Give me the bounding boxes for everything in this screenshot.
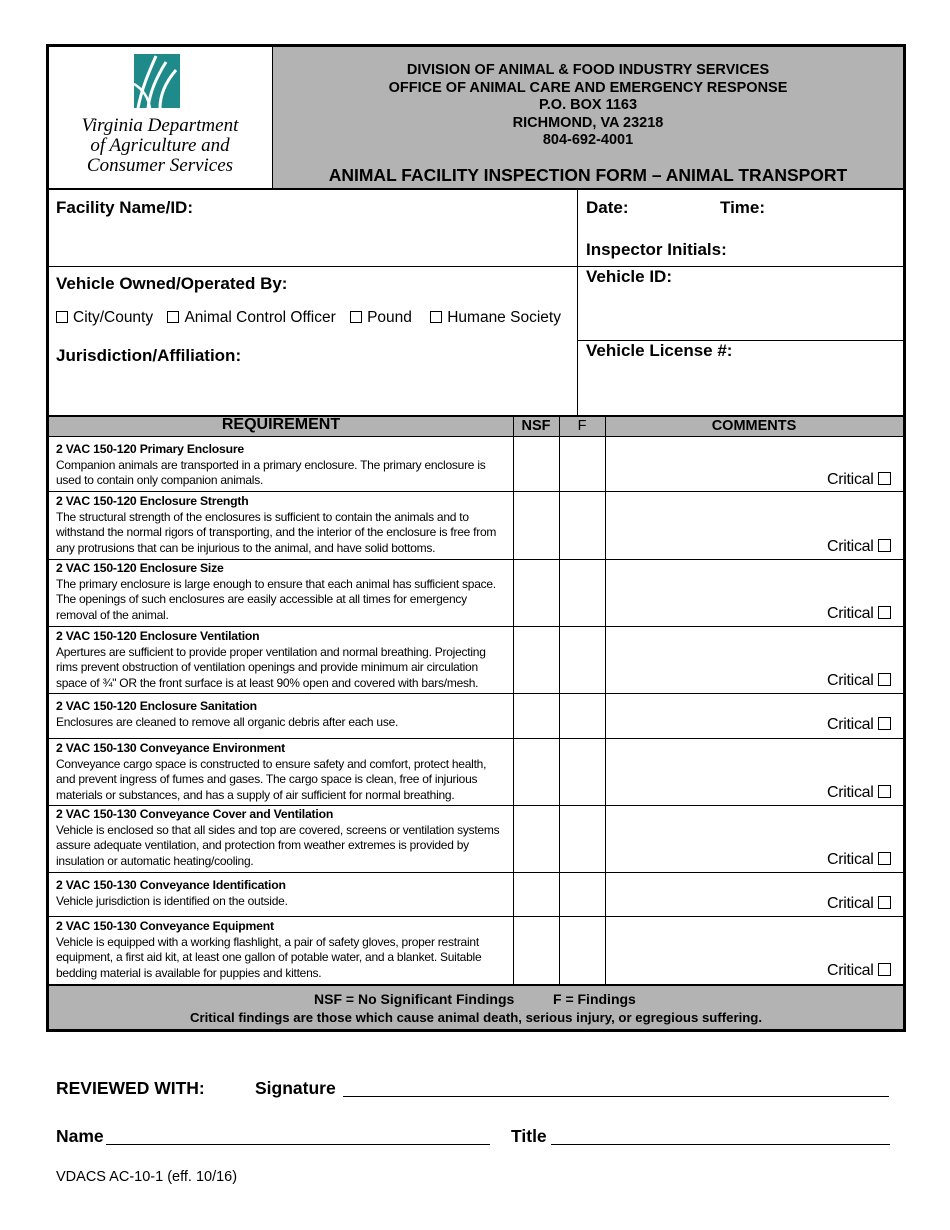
row-text: Enclosures are cleaned to remove all organic debris after each use. [56,714,399,729]
critical-checkbox[interactable] [827,538,891,556]
critical-checkbox[interactable] [827,672,891,690]
logo-line: of Agriculture and [90,135,230,156]
agency-line: OFFICE OF ANIMAL CARE AND EMERGENCY RESPONSE [388,79,788,96]
logo-line: Virginia Department [81,115,239,136]
row-text: assure adequate ventilation, and protection from weather extremes is provided by [56,838,469,853]
col-nsf: NSF [521,418,551,434]
row-text: materials or substances, and has a supply of air sufficient for normal breathing. [56,788,455,803]
critical-label: Critical [827,962,874,979]
form-title: ANIMAL FACILITY INSPECTION FORM – ANIMAL TRANSPORT [328,165,848,185]
row-text: withstand the normal rigors of transporting, and the interior of the enclosure is free from [56,525,497,540]
vdacs-logo [134,54,180,108]
row-text: insulation or automatic heating/cooling. [56,854,254,869]
name-line[interactable] [106,1144,490,1145]
row-text: The openings of such enclosures are easily accessible at all times for emergency [56,592,467,607]
critical-label: Critical [827,851,874,868]
row-title: 2 VAC 150-130 Conveyance Cover and Ventilation [56,807,334,821]
row-text: removal of the animal. [56,608,169,623]
option-label: Animal Control Officer [184,309,336,326]
row-text: space of ¾" OR the front surface is at least 90% open and covered with bars/mesh. [56,676,479,691]
agency-line: P.O. BOX 1163 [538,97,638,113]
owner-options [56,309,561,327]
checkbox-icon[interactable] [878,539,891,552]
signature-label: Signature [255,1078,336,1098]
date-label: Date: [586,198,629,217]
critical-label: Critical [827,471,874,488]
row-title: 2 VAC 150-120 Primary Enclosure [56,442,244,456]
row-text: bedding material is available for puppies and kittens. [56,966,322,981]
option-animal-control-officer[interactable] [167,309,335,326]
checkbox-icon[interactable] [430,311,442,323]
agency-block [273,62,903,150]
critical-checkbox[interactable] [827,962,891,980]
title-label: Title [511,1126,547,1146]
option-city-county[interactable] [56,309,153,326]
critical-label: Critical [827,605,874,622]
row-text: any protrusions that can be injurious to the animal, and have solid bottoms. [56,541,436,556]
row-text: The structural strength of the enclosures is sufficient to contain the animals and to [56,509,469,524]
logo-text [52,116,268,176]
critical-checkbox[interactable] [827,471,891,489]
row-title: 2 VAC 150-130 Conveyance Environment [56,741,285,755]
row-title: 2 VAC 150-120 Enclosure Size [56,561,224,575]
col-f: F [577,418,587,434]
row-text: Conveyance cargo space is constructed to ensure safety and comfort, protect health, [56,756,487,771]
row-text: Vehicle jurisdiction is identified on the outside. [56,893,288,908]
name-label: Name [56,1126,104,1146]
col-requirement: REQUIREMENT [221,416,341,433]
logo-line: Consumer Services [86,155,234,176]
option-label: Humane Society [447,309,561,326]
leaf-logo-icon [134,54,180,108]
facility-name-label: Facility Name/ID: [56,198,193,217]
checkbox-icon[interactable] [878,963,891,976]
checkbox-icon[interactable] [878,785,891,798]
row-title: 2 VAC 150-120 Enclosure Sanitation [56,699,257,713]
checkbox-icon[interactable] [56,311,68,323]
row-title: 2 VAC 150-130 Conveyance Equipment [56,919,274,933]
critical-label: Critical [827,672,874,689]
row-title: 2 VAC 150-120 Enclosure Ventilation [56,629,260,643]
checkbox-icon[interactable] [878,472,891,485]
checkbox-icon[interactable] [878,673,891,686]
legend-f: F = Findings [553,991,636,1007]
critical-checkbox[interactable] [827,784,891,802]
agency-line: DIVISION OF ANIMAL & FOOD INDUSTRY SERVICES [406,62,770,78]
form-id: VDACS AC-10-1 (eff. 10/16) [56,1169,238,1185]
row-text: used to contain only companion animals. [56,473,264,488]
inspector-initials-label: Inspector Initials: [586,240,727,259]
option-label: City/County [73,309,154,326]
row-text: and prevent ingress of fumes and gases. The cargo space is clean, free of injurious [56,772,478,787]
row-text: Apertures are sufficient to provide proper ventilation and normal breathing. Projecting [56,644,486,659]
col-comments: COMMENTS [711,418,797,434]
reviewed-with-label: REVIEWED WITH: [56,1078,205,1098]
critical-checkbox[interactable] [827,716,891,734]
checkbox-icon[interactable] [878,896,891,909]
critical-label: Critical [827,716,874,733]
vehicle-owned-label: Vehicle Owned/Operated By: [56,274,288,293]
row-text: Vehicle is enclosed so that all sides and top are covered, screens or ventilation systems [56,822,500,837]
checkbox-icon[interactable] [878,852,891,865]
legend-nsf: NSF = No Significant Findings [314,991,515,1007]
time-label: Time: [720,198,766,217]
critical-label: Critical [827,895,874,912]
jurisdiction-label: Jurisdiction/Affiliation: [56,346,242,365]
vehicle-id-label: Vehicle ID: [586,267,672,286]
row-text: rims prevent obstruction of ventilation openings and provide minimum air circulation [56,660,478,675]
row-text: Vehicle is equipped with a working flashlight, a pair of safety gloves, proper restraint [56,934,479,949]
option-label: Pound [367,309,412,326]
vehicle-license-label: Vehicle License #: [586,341,733,360]
critical-checkbox[interactable] [827,851,891,869]
critical-label: Critical [827,538,874,555]
row-title: 2 VAC 150-130 Conveyance Identification [56,878,286,892]
row-text: equipment, a first aid kit, at least one gallon of potable water, and a blanket. Suitable [56,950,482,965]
checkbox-icon[interactable] [167,311,179,323]
signature-line[interactable] [343,1096,889,1097]
agency-line: RICHMOND, VA 23218 [512,114,664,131]
checkbox-icon[interactable] [350,311,362,323]
critical-checkbox[interactable] [827,605,891,623]
row-text: Companion animals are transported in a primary enclosure. The primary enclosure is [56,457,486,472]
agency-line: 804-692-4001 [542,132,634,148]
critical-checkbox[interactable] [827,895,891,913]
critical-label: Critical [827,784,874,801]
title-line[interactable] [551,1144,890,1145]
checkbox-icon[interactable] [878,717,891,730]
legend-critical-note: Critical findings are those which cause animal death, serious injury, or egregious suffering. [189,1010,763,1025]
checkbox-icon[interactable] [878,606,891,619]
row-title: 2 VAC 150-120 Enclosure Strength [56,494,249,508]
option-humane-society[interactable] [430,309,561,326]
option-pound[interactable] [350,309,412,326]
row-text: The primary enclosure is large enough to ensure that each animal has sufficient space. [56,576,496,591]
